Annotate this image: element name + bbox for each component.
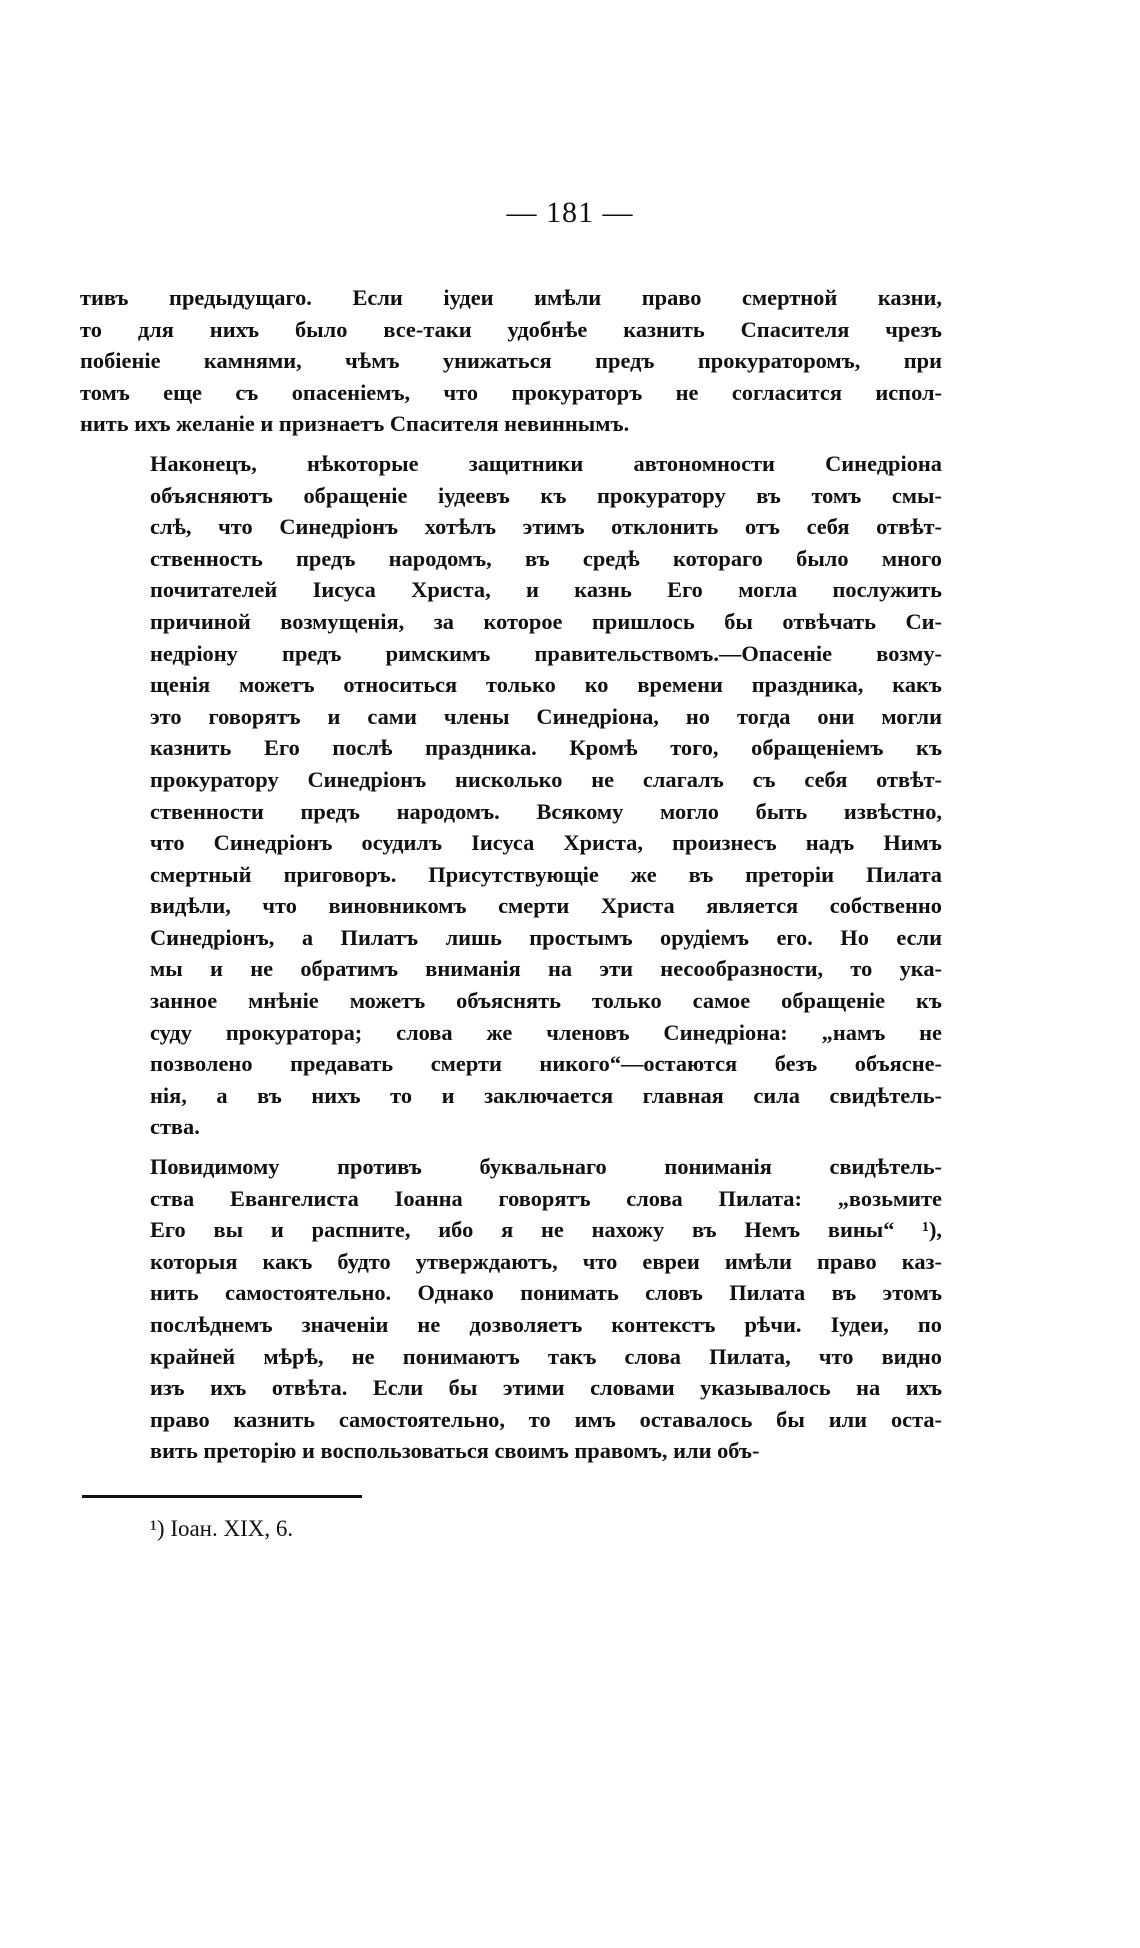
footnote-text: Іоан. XIX, 6. — [170, 1516, 294, 1541]
text-line: занное мнѣніе можетъ объяснять только самое обращеніе къ — [150, 988, 942, 1014]
text-line: прокуратору Синедріонъ нисколько не слагалъ съ себя отвѣт- — [150, 766, 942, 792]
text-line: томъ еще съ опасеніемъ, что прокураторъ не согласится испол- — [80, 379, 942, 405]
text-line: позволено предавать смерти никого“—остаются безъ объясне- — [150, 1051, 942, 1077]
text-line: казнить Его послѣ праздника. Кромѣ того, обращеніемъ къ — [150, 735, 942, 761]
text-line: суду прокуратора; слова же членовъ Синедріона: „намъ не — [150, 1019, 942, 1045]
footnote-marker: ¹) — [150, 1516, 165, 1541]
text-line: право казнить самостоятельно, то имъ оставалось бы или оста- — [150, 1406, 942, 1432]
text-line: вить преторію и воспользоваться своимъ правомъ, или объ- — [150, 1438, 760, 1464]
text-line: крайней мѣрѣ, не понимаютъ такъ слова Пилата, что видно — [150, 1343, 942, 1369]
text-line: ственности предъ народомъ. Всякому могло быть извѣстно, — [150, 798, 942, 824]
text-line: недріону предъ римскимъ правительствомъ.—Опасеніе возму- — [150, 640, 942, 666]
text-line: ственность предъ народомъ, въ средѣ котораго было много — [150, 545, 942, 571]
body-text — [80, 282, 942, 1475]
text-line: нить ихъ желаніе и признаетъ Спасителя невиннымъ. — [80, 411, 630, 437]
text-line: Его вы и распните, ибо я не нахожу въ Немъ вины“ ¹), — [150, 1217, 942, 1243]
text-line: Повидимому противъ буквальнаго пониманія свидѣтель- — [150, 1154, 942, 1180]
paragraph — [80, 1151, 942, 1467]
page-number: — 181 — — [506, 196, 634, 229]
text-line: нія, а въ нихъ то и заключается главная сила свидѣтель- — [150, 1082, 942, 1108]
text-line: тивъ предыдущаго. Если іудеи имѣли право смертной казни, — [80, 285, 942, 310]
text-line: Наконецъ, нѣкоторые защитники автономности Синедріона — [150, 450, 942, 476]
footnote-divider — [82, 1495, 362, 1498]
text-line: послѣднемъ значеніи не дозволяетъ контекстъ рѣчи. Іудеи, по — [150, 1312, 942, 1337]
text-line: то для нихъ было все-таки удобнѣе казнить Спасителя чрезъ — [80, 316, 942, 342]
text-line: Синедріонъ, а Пилатъ лишь простымъ орудіемъ его. Но если — [150, 924, 942, 950]
text-line: причиной возмущенія, за которое пришлось бы отвѣчать Си- — [150, 608, 942, 634]
text-line: побіеніе камнями, чѣмъ унижаться предъ прокураторомъ, при — [80, 348, 942, 374]
footnote — [150, 1516, 293, 1542]
text-line: слѣ, что Синедріонъ хотѣлъ этимъ отклонить отъ себя отвѣт- — [150, 514, 942, 540]
text-line: что Синедріонъ осудилъ Іисуса Христа, произнесъ надъ Нимъ — [150, 830, 942, 856]
text-line: объясняютъ обращеніе іудеевъ къ прокуратору въ томъ смы- — [150, 482, 942, 508]
paragraph — [80, 448, 942, 1143]
paragraph — [80, 282, 942, 440]
text-line: нить самостоятельно. Однако понимать словъ Пилата въ этомъ — [150, 1280, 942, 1306]
text-line: смертный приговоръ. Присутствующіе же въ преторіи Пилата — [150, 861, 942, 887]
text-line: ства Евангелиста Іоанна говорятъ слова Пилата: „возьмите — [150, 1185, 942, 1211]
text-line: видѣли, что виновникомъ смерти Христа является собственно — [150, 893, 942, 919]
text-line: изъ ихъ отвѣта. Если бы этими словами указывалось на ихъ — [150, 1375, 942, 1401]
text-line: ства. — [150, 1114, 200, 1140]
text-line: мы и не обратимъ вниманія на эти несообразности, то ука- — [150, 956, 942, 982]
text-line: это говорятъ и сами члены Синедріона, но тогда они могли — [150, 703, 942, 729]
text-line: почитателей Іисуса Христа, и казнь Его могла послужить — [150, 577, 942, 603]
text-line: щенія можетъ относиться только ко времени праздника, какъ — [150, 672, 942, 698]
text-line: которыя какъ будто утверждаютъ, что евреи имѣли право каз- — [150, 1248, 942, 1274]
